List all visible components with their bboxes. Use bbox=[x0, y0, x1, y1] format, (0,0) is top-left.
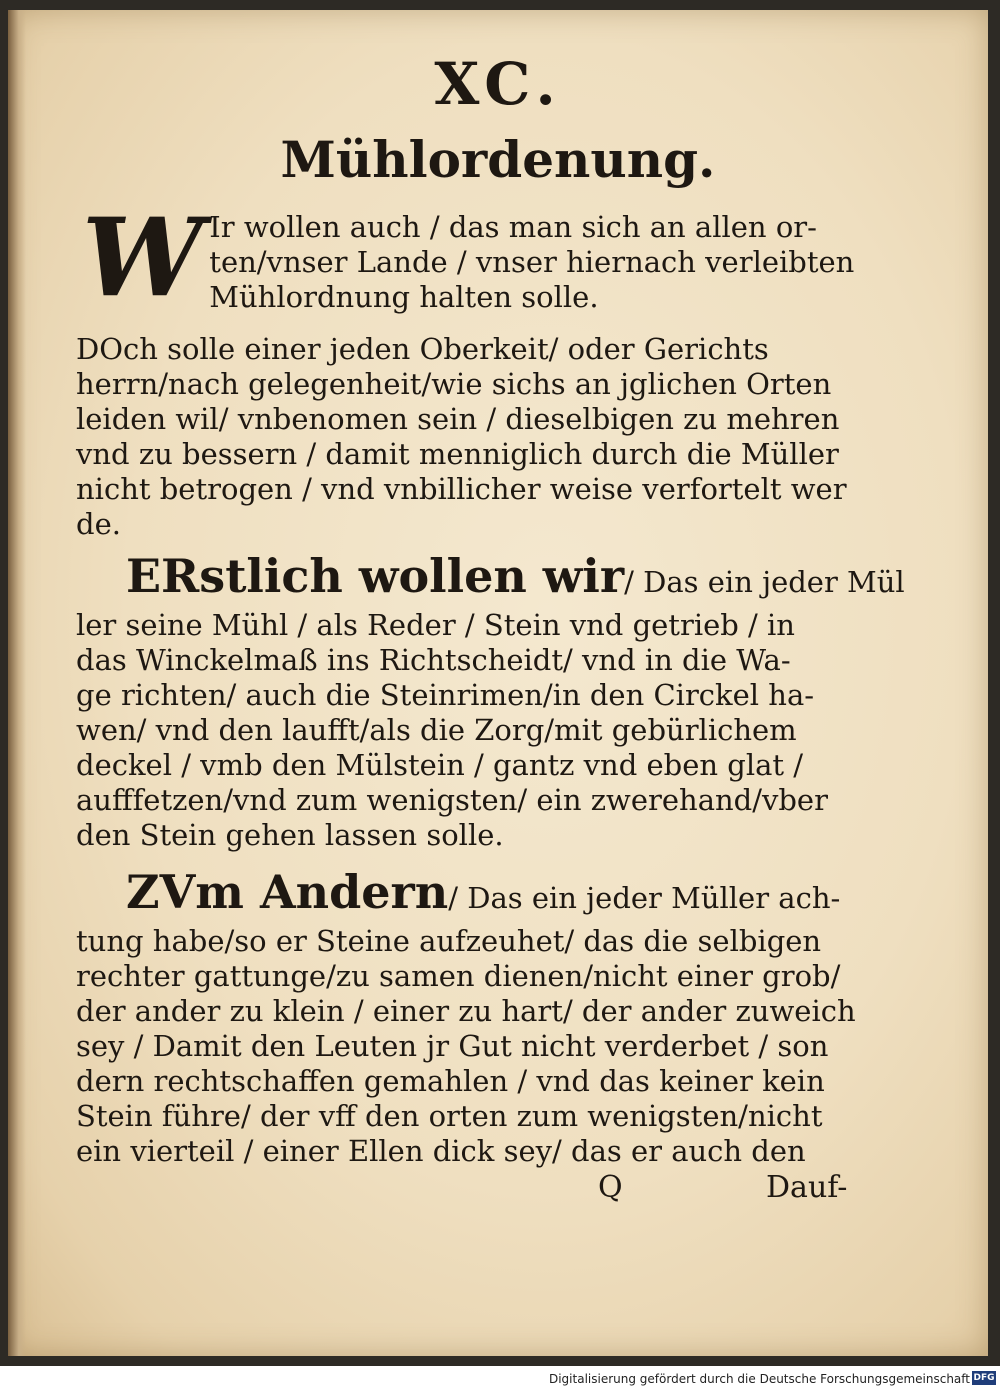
paragraph-lead-words: ERstlich wollen wir bbox=[126, 549, 625, 603]
text-line: de. bbox=[76, 507, 121, 541]
text-line: deckel / vmb den Mülstein / gantz vnd eben glat / bbox=[76, 748, 804, 782]
text-line: vnd zu bessern / damit menniglich durch die Müller bbox=[76, 437, 839, 471]
text-line: leiden wil/ vnbenomen sein / dieselbigen zu mehren bbox=[76, 402, 840, 436]
text-line: Mühlordnung halten solle. bbox=[209, 280, 599, 314]
text-line: das Winckelmaß ins Richtscheidt/ vnd in die Wa- bbox=[76, 643, 791, 677]
folio-number: XC. bbox=[434, 50, 562, 118]
text-line: den Stein gehen lassen solle. bbox=[76, 818, 504, 852]
text-line: ten/vnser Lande / vnser hiernach verleibten bbox=[209, 245, 855, 279]
text-line: der ander zu klein / einer zu hart/ der ander zuweich bbox=[76, 994, 856, 1028]
text-line: ler seine Mühl / als Reder / Stein vnd getrieb / in bbox=[76, 608, 795, 642]
text-line: rechter gattunge/zu samen dienen/nicht einer grob/ bbox=[76, 959, 841, 993]
funding-credit: Digitalisierung gefördert durch die Deutsche Forschungsgemeinschaft bbox=[548, 1372, 970, 1386]
paragraph-erstlich bbox=[76, 549, 905, 853]
text-line: Stein führe/ der vff den orten zum wenigsten/nicht bbox=[76, 1099, 823, 1133]
text-line: sey / Damit den Leuten jr Gut nicht verderbet / son bbox=[76, 1029, 829, 1063]
paragraph-zum-andern bbox=[76, 866, 856, 1169]
catchword: Dauf- bbox=[766, 1170, 848, 1205]
text-line: tung habe/so er Steine aufzeuhet/ das die selbigen bbox=[76, 924, 822, 958]
text-line-rest: / Das ein jeder Müller ach- bbox=[448, 881, 841, 915]
page-binding-edge bbox=[8, 10, 26, 1356]
text-line: dern rechtschaffen gemahlen / vnd das keiner kein bbox=[76, 1064, 825, 1098]
signature-mark: Q bbox=[598, 1170, 623, 1205]
text-line bbox=[76, 549, 905, 608]
text-line: DOch solle einer jeden Oberkeit/ oder Gerichts bbox=[76, 332, 769, 366]
text-line-rest: / Das ein jeder Mül bbox=[624, 565, 905, 599]
paragraph-lead-words: ZVm Andern bbox=[126, 865, 449, 919]
text-line: aufffetzen/vnd zum wenigsten/ ein zwerehand/vber bbox=[76, 783, 828, 817]
text-line: ein vierteil / einer Ellen dick sey/ das er auch den bbox=[76, 1134, 806, 1168]
paragraph-oberkeit bbox=[76, 332, 856, 542]
footer-bar bbox=[0, 1366, 1000, 1392]
intro-paragraph bbox=[76, 195, 856, 321]
book-page bbox=[8, 10, 988, 1356]
dfg-logo-icon: DFG bbox=[973, 1373, 995, 1383]
text-line: herrn/nach gelegenheit/wie sichs an jglichen Orten bbox=[76, 367, 832, 401]
decorated-initial: W bbox=[82, 195, 204, 321]
page-title: Mühlordenung. bbox=[280, 130, 716, 189]
text-line: ge richten/ auch die Steinrimen/in den Circkel ha- bbox=[76, 678, 815, 712]
text-line: wen/ vnd den laufft/als die Zorg/mit gebürlichem bbox=[76, 713, 797, 747]
text-line: nicht betrogen / vnd vnbillicher weise verfortelt wer bbox=[76, 472, 847, 506]
text-line: Ir wollen auch / das man sich an allen or- bbox=[209, 210, 817, 244]
text-line bbox=[76, 866, 856, 924]
